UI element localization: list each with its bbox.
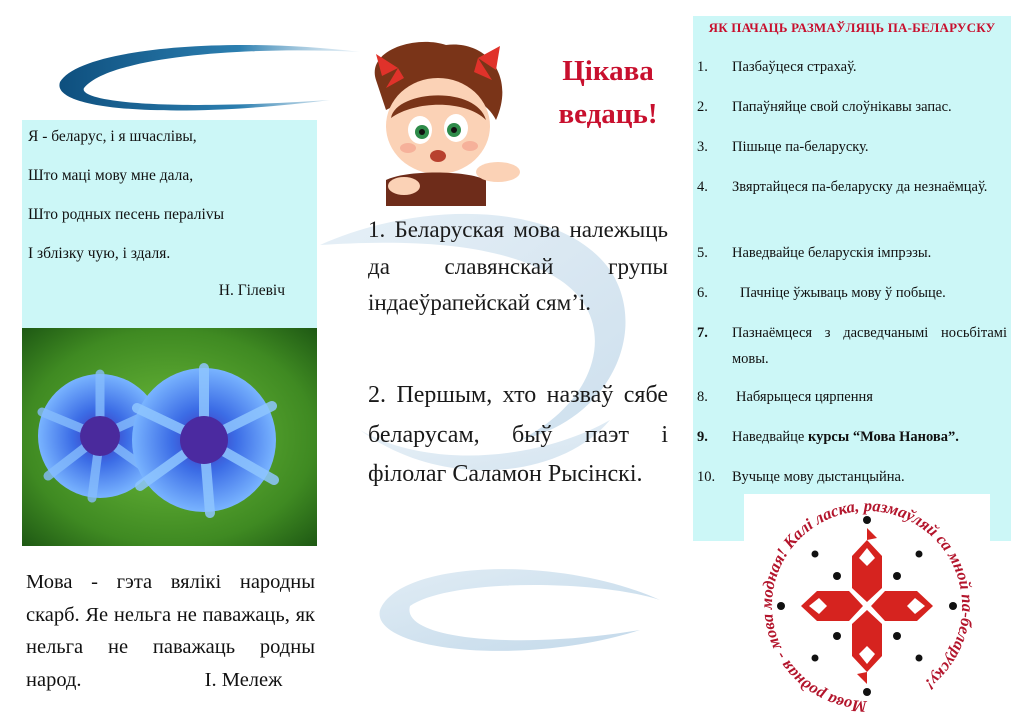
- tip-text-regular: Наведвайце: [732, 429, 808, 445]
- tips-title: ЯК ПАЧАЦЬ РАЗМАЎЛЯЦЬ ПА-БЕЛАРУСКУ: [708, 20, 996, 35]
- tip-number: 1.: [697, 59, 708, 75]
- title-line: Цікава: [562, 55, 654, 87]
- tip-text: Наведвайце беларускія імпрэзы.: [732, 245, 932, 261]
- tip-item: [697, 280, 1007, 306]
- poem-line: І зблізку чую, і здаля.: [28, 245, 171, 262]
- tip-number: 8.: [697, 389, 708, 405]
- page-title: [540, 50, 676, 136]
- title-line: ведаць!: [558, 98, 658, 130]
- quote-text: Мова - гэта вялікі народны скарб. Яе нельга не паважаць, як нельга не паважаць родны народ.: [26, 571, 315, 691]
- fact-paragraph: 1. Беларуская мова належыць да славянскай групы індаеўрапейскай сям’і.: [368, 217, 668, 315]
- poem-author: Н. Гілевіч: [218, 282, 285, 299]
- tip-text: Звяртайцеся па-беларуску да незнаёмцаў.: [732, 179, 988, 195]
- quote-author: І. Мележ: [204, 668, 283, 691]
- tip-item: [697, 320, 1007, 372]
- tip-number: 5.: [697, 245, 708, 261]
- tip-text: Пазнаёмцеся з дасведчанымі носьбітамі мовы.: [732, 325, 1007, 367]
- flower-right: [132, 368, 276, 513]
- tip-text: Пішыце па-беларуску.: [732, 139, 869, 155]
- tip-number: 2.: [697, 99, 708, 115]
- top-swoosh: [59, 45, 360, 110]
- tip-number: 6.: [697, 285, 708, 301]
- bottom-swoosh: [380, 569, 660, 651]
- tip-text: Вучыце мову дыстанцыйна.: [732, 469, 905, 485]
- tip-item: [697, 464, 1007, 490]
- tip-number: 4.: [697, 179, 708, 195]
- logo-ring-text: Мова родная - мова модная! Калі ласка, размаўляй са мной па-беларуску!: [756, 495, 978, 717]
- tip-text: [732, 424, 1007, 450]
- tip-item: [697, 174, 1007, 200]
- quote-block: [26, 566, 315, 696]
- poem-line: Я - беларус, і я шчаслівы,: [28, 128, 197, 145]
- logo-card: [744, 494, 990, 720]
- tip-number: 3.: [697, 139, 708, 155]
- poem-line: Што родных песень пераліvы: [28, 206, 224, 223]
- tip-text-bold: курсы “Мова Нанова”.: [807, 429, 959, 445]
- tip-item: [697, 94, 1007, 120]
- tip-number: 7.: [697, 325, 708, 341]
- slogan-logo: [744, 494, 990, 720]
- tip-item: [697, 240, 1007, 266]
- tips-panel: [693, 16, 1011, 541]
- tip-text: Папаўняйце свой слоўнікавы запас.: [732, 99, 952, 115]
- fact-paragraph: 2. Першым, хто назваў сябе беларусам, быў паэт і філолаг Саламон Рысінскі.: [368, 382, 668, 487]
- belarusian-ornament-icon: [777, 516, 957, 696]
- tip-text: Пачніце ўжываць мову ў побыце.: [740, 285, 946, 301]
- tip-text: Пазбаўцеся страхаў.: [732, 59, 857, 75]
- tip-item: [697, 54, 1007, 80]
- poem-panel: [22, 120, 317, 328]
- cartoon-girl-illustration: [346, 30, 522, 206]
- tip-item: [697, 384, 1007, 410]
- poem-line: Што маці мову мне дала,: [28, 167, 194, 184]
- cornflower-photo: [22, 328, 317, 546]
- tip-item: [697, 134, 1007, 160]
- tip-text: Набярыцеся цярпення: [736, 389, 873, 405]
- tip-number: 10.: [697, 469, 716, 485]
- tip-number: 9.: [697, 429, 708, 445]
- tip-item: [697, 424, 1007, 450]
